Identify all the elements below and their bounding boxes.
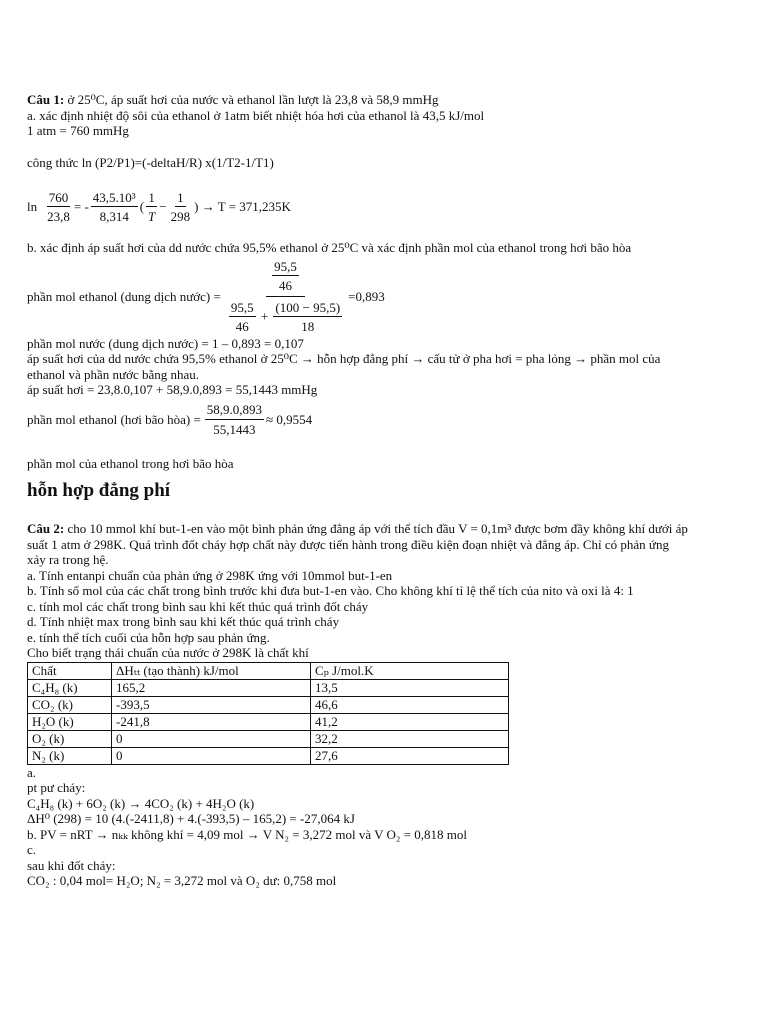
eq-frac-pressure — [45, 190, 72, 225]
document-body — [27, 92, 747, 889]
ans-a: a. — [27, 764, 37, 780]
q2-a: a. Tính entanpi chuẩn của phản ứng ở 298K ứng với 10mmol but-1-en — [27, 567, 393, 583]
table-row — [28, 713, 509, 730]
molfrac-b1-den: 46 — [235, 319, 249, 334]
eq-result: ) → T = 371,235K — [194, 199, 291, 215]
molfrac-b2-num: (100 − 95,5) — [273, 300, 342, 318]
table-cell: N₂ (k) — [28, 747, 112, 764]
after-values: CO₂ : 0,04 mol= H₂O; N₂ = 3,272 mol và O₂ dư: 0,758 mol — [27, 873, 337, 888]
q1-molfrac-eq — [27, 258, 747, 336]
molfrac-plus: + — [260, 307, 269, 323]
thermo-data-table — [27, 662, 509, 765]
reaction: C₄H₈ (k) + 6O₂ (k) → 4CO₂ (k) + 4H₂O (k) — [27, 795, 255, 811]
table-cell: O₂ (k) — [28, 730, 112, 747]
eq-paren: ( — [139, 199, 145, 215]
table-cell: H₂O (k) — [28, 713, 112, 730]
molfrac-b2-den: 18 — [301, 319, 315, 334]
table-cell: 46,6 — [311, 696, 509, 713]
eq-frac-1-over-298-den: 298 — [170, 209, 191, 224]
table-cell: 13,5 — [311, 679, 509, 696]
vapor-frac-den: 55,1443 — [213, 421, 256, 437]
q2-intro-3: xảy ra trong hệ. — [27, 552, 109, 567]
delta-h: ΔH⁰ (298) = 10 (4.(-2411,8) + 4.(-393,5) – 165,2) = -27,064 kJ — [27, 811, 355, 826]
eq-frac-1-over-t-den: T — [148, 209, 156, 224]
vapor-title: phần mol của ethanol trong hơi bão hòa — [27, 455, 234, 471]
table-cell: 41,2 — [311, 713, 509, 730]
vapor-frac-label: phần mol ethanol (hơi bão hòa) = — [27, 411, 201, 427]
after-label: sau khi đốt cháy: — [27, 857, 116, 873]
eq-frac-1-over-298 — [169, 190, 193, 225]
table-cell: -393,5 — [112, 696, 311, 713]
molfrac-denominator — [225, 297, 346, 335]
q2-intro-1 — [27, 521, 747, 537]
azeo-line-1: áp suất hơi của dd nước chứa 95,5% ethanol ở 25⁰C → hỗn hợp đẳng phí → cấu tử ở pha hơi = pha lỏng → phần mol của — [27, 351, 661, 366]
eq-frac-pressure-num: 760 — [47, 190, 71, 208]
vapor-frac — [205, 402, 264, 437]
table-header: Cₚ J/mol.K — [311, 662, 509, 679]
table-caption: Cho biết trạng thái chuẩn của nước ở 298K là chất khí — [27, 645, 309, 660]
q2-e: e. tính thể tích cuối của hỗn hợp sau phản ứng. — [27, 629, 270, 645]
table-header: Chất — [28, 662, 112, 679]
water-frac: phần mol nước (dung dịch nước) = 1 – 0,893 = 0,107 — [27, 335, 304, 351]
q1-part-b: b. xác định áp suất hơi của dd nước chứa 95,5% ethanol ở 25⁰C và xác định phần mol của ethanol trong hơi bão hòa — [27, 240, 632, 255]
table-cell: 0 — [112, 747, 311, 764]
q2-c: c. tính mol các chất trong bình sau khi kết thúc quá trình đốt cháy — [27, 598, 369, 614]
eq-frac-enthalpy — [91, 190, 138, 225]
table-row — [28, 679, 509, 696]
molfrac-numerator — [266, 259, 305, 297]
molfrac-label: phần mol ethanol (dung dịch nước) = — [27, 288, 221, 304]
molfrac-b1-num: 95,5 — [229, 300, 256, 318]
molfrac-top-num: 95,5 — [272, 259, 299, 277]
q2-intro-2: suất 1 atm ở 298K. Quá trình đốt cháy hợp chất này được tiến hành trong điều kiện đoạn nhiệt và đẳng áp. Chỉ có phản ứng — [27, 536, 669, 552]
eq-minus: − — [159, 199, 167, 215]
q2-intro-1-text: cho 10 mmol khí but-1-en vào một bình phản ứng đẳng áp với thể tích đầu V = 0,1m³ được bơm đầy không khí dưới áp — [64, 521, 688, 536]
molfrac-b2 — [273, 300, 342, 335]
table-header: ΔHₜₜ (tạo thành) kJ/mol — [112, 662, 311, 679]
azeo-line-2: ethanol và phần nước bằng nhau. — [27, 366, 200, 382]
molfrac-top-den: 46 — [279, 278, 292, 293]
q1-label: Câu 1: — [27, 92, 65, 107]
q2-d: d. Tính nhiệt max trong bình sau khi kết thúc quá trình cháy — [27, 614, 340, 629]
molfrac-result: =0,893 — [348, 288, 385, 304]
eq-equals: = - — [73, 199, 89, 215]
heading-azeotrope: hỗn hợp đẳng phí — [27, 480, 171, 501]
eq-ln: ln — [27, 199, 38, 215]
vapor-pressure: áp suất hơi = 23,8.0,107 + 58,9.0,893 = 55,1443 mmHg — [27, 382, 318, 397]
q1-part-a: a. xác định nhiệt độ sôi của ethanol ở 1atm biết nhiệt hóa hơi của ethanol là 43,5 kJ/mol — [27, 107, 485, 123]
eq-frac-1-over-t-num: 1 — [146, 190, 157, 208]
table-row — [28, 747, 509, 764]
eq-frac-1-over-t — [146, 190, 157, 225]
q1-atm: 1 atm = 760 mmHg — [27, 123, 129, 138]
q1-formula: công thức ln (P2/P1)=(-deltaH/R) x(1/T2-1/T1) — [27, 154, 274, 170]
eq-frac-enthalpy-num: 43,5.10³ — [91, 190, 138, 208]
molfrac-b1 — [229, 300, 256, 335]
ans-c: c. — [27, 842, 37, 857]
table-cell: -241,8 — [112, 713, 311, 730]
eq-frac-enthalpy-den: 8,314 — [99, 209, 129, 224]
table-cell: 32,2 — [311, 730, 509, 747]
ans-b: b. PV = nRT → nₖₖ không khí = 4,09 mol → V N₂ = 3,272 mol và V O₂ = 0,818 mol — [27, 826, 468, 842]
q2-label: Câu 2: — [27, 521, 65, 536]
pt-label: pt pư cháy: — [27, 780, 86, 795]
table-row — [28, 696, 509, 713]
table-cell: 0 — [112, 730, 311, 747]
vapor-frac-eq — [27, 398, 747, 442]
table-cell: 27,6 — [311, 747, 509, 764]
q1-intro — [27, 92, 747, 108]
vapor-frac-result: ≈ 0,9554 — [266, 411, 313, 427]
table-cell: C₄H₈ (k) — [28, 679, 112, 696]
eq-frac-pressure-den: 23,8 — [47, 209, 70, 224]
eq-frac-1-over-298-num: 1 — [175, 190, 186, 208]
molfrac-big-fraction — [225, 259, 346, 335]
q1-equation — [27, 184, 747, 230]
table-row — [28, 730, 509, 747]
table-cell: CO₂ (k) — [28, 696, 112, 713]
vapor-frac-num: 58,9.0,893 — [205, 402, 264, 420]
q2-b: b. Tính số mol của các chất trong bình trước khi đưa but-1-en vào. Cho không khí tỉ lệ thể tích của nito và oxi là 4: 1 — [27, 583, 634, 598]
table-cell: 165,2 — [112, 679, 311, 696]
molfrac-top — [272, 259, 299, 294]
q1-intro-text: ở 25⁰C, áp suất hơi của nước và ethanol lần lượt là 23,8 và 58,9 mmHg — [64, 92, 439, 107]
table-header-row — [28, 662, 509, 679]
